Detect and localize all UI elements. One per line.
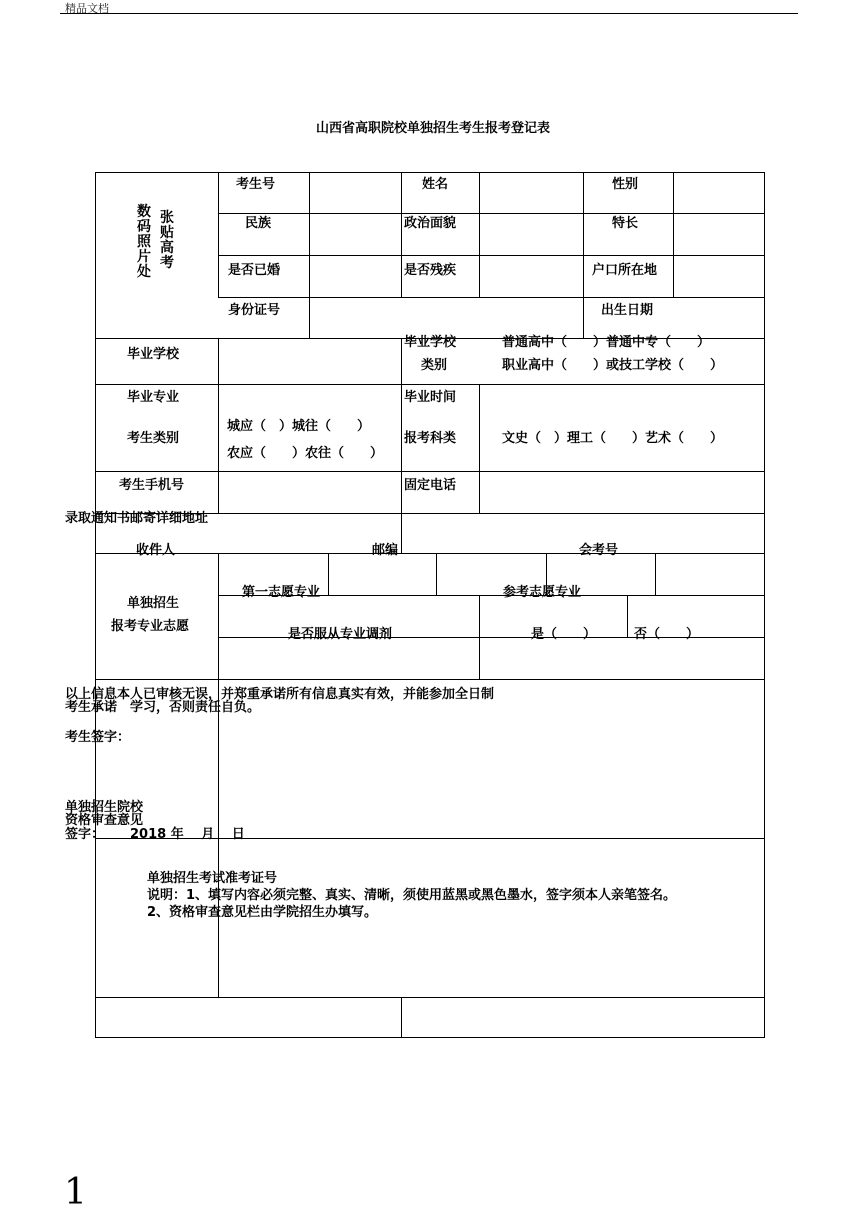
school-type-options-2: 职业高中（ ）或技工学校（ ） — [502, 358, 724, 373]
review-line-3: 签字： — [65, 827, 105, 842]
header-rule — [60, 13, 798, 14]
label-name: 姓名 — [422, 177, 449, 192]
review-line-1: 单独招生院校 — [65, 800, 144, 815]
signature-label: 考生签字： — [65, 730, 131, 745]
label-married: 是否已婚 — [228, 263, 281, 278]
page-number: 1 — [64, 1172, 87, 1213]
label-political: 政治面貌 — [404, 216, 457, 231]
label-ethnicity: 民族 — [245, 216, 272, 231]
page-title: 山西省高职院校单独招生考生报考登记表 — [316, 121, 551, 136]
category-options-2: 农应（ ）农往（ ） — [227, 446, 384, 461]
label-specialty: 特长 — [612, 216, 639, 231]
label-grad-school-type-1: 毕业学校 — [404, 335, 457, 350]
label-grad-school-type-2: 类别 — [421, 358, 448, 373]
label-major: 毕业专业 — [127, 390, 180, 405]
label-grad-school: 毕业学校 — [127, 347, 180, 362]
photo-area-text-1: 数码照片处 — [137, 204, 151, 280]
category-options-1: 城应（ ）城往（ ） — [227, 419, 371, 434]
header-text: 精品文档 — [65, 2, 109, 15]
label-category: 考生类别 — [127, 431, 180, 446]
school-type-options-1: 普通高中（ ）普通中专（ ） — [502, 335, 711, 350]
label-obey: 是否服从专业调剂 — [288, 627, 393, 642]
review-line-2: 资格审查意见 — [65, 813, 144, 828]
subject-options: 文史（ ）理工（ ）艺术（ ） — [502, 431, 724, 446]
label-grad-time: 毕业时间 — [404, 390, 457, 405]
label-subject: 报考科类 — [404, 431, 457, 446]
option-no: 否（ ） — [634, 627, 700, 642]
label-exam-reg-no: 会考号 — [579, 543, 619, 558]
label-landline: 固定电话 — [404, 478, 457, 493]
label-wish-2: 报考专业志愿 — [111, 619, 190, 634]
note-1: 说明：1、填写内容必须完整、真实、清晰，须使用蓝黑或黑色墨水，签字须本人亲笔签名。 — [147, 888, 677, 903]
label-wish-1: 单独招生 — [127, 596, 180, 611]
note-2: 2、资格审查意见栏由学院招生办填写。 — [147, 905, 378, 920]
pledge-line-2: 考生承诺 学习，否则责任自负。 — [65, 700, 261, 715]
photo-area-text-2: 张贴高考 — [160, 210, 174, 271]
label-ref-choice: 参考志愿专业 — [503, 585, 582, 600]
label-address: 录取通知书邮寄详细地址 — [65, 511, 209, 526]
label-hukou: 户口所在地 — [592, 263, 658, 278]
label-postcode: 邮编 — [372, 543, 399, 558]
pledge-line-1: 以上信息本人已审核无误，并郑重承诺所有信息真实有效，并能参加全日制 — [65, 687, 495, 702]
label-disabled: 是否残疾 — [404, 263, 457, 278]
label-exam-no: 考生号 — [236, 177, 276, 192]
label-birth: 出生日期 — [601, 303, 654, 318]
review-date: 2018 年 月 日 — [130, 827, 245, 842]
option-yes: 是（ ） — [531, 627, 597, 642]
label-recipient: 收件人 — [136, 543, 176, 558]
label-first-choice: 第一志愿专业 — [242, 585, 321, 600]
ticket-label: 单独招生考试准考证号 — [147, 871, 278, 886]
label-gender: 性别 — [612, 177, 639, 192]
label-mobile: 考生手机号 — [119, 478, 185, 493]
label-id-no: 身份证号 — [228, 303, 281, 318]
